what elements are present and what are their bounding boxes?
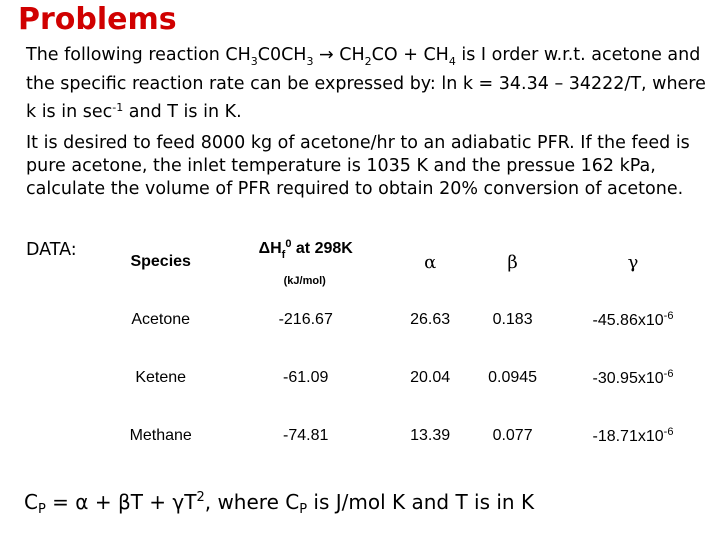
header-enthalpy-temp: at 298K [291,239,353,257]
cell-species: Ketene [135,369,187,386]
header-beta: β [507,251,518,273]
header-species: Species [130,253,191,270]
cell-species: Methane [129,427,192,444]
cell-hf: -216.67 [278,311,333,328]
subscript: P [299,502,308,517]
superscript: -1 [112,101,124,114]
table-header-row [103,233,708,291]
cell-alpha: 20.04 [410,369,451,386]
cell-beta: 0.183 [492,311,533,328]
table-row [103,349,708,407]
cell-alpha: 26.63 [410,311,451,328]
subscript: 4 [448,55,456,68]
superscript: -6 [663,426,674,438]
problem-paragraph: It is desired to feed 8000 kg of acetone/hr to an adiabatic PFR. If the feed is pure acetone, the inlet temperature is 1035 K and the pressue 162 kPa, calculate the volume of PFR required to obtain 20% conversion of acetone. [26,133,690,199]
header-enthalpy-symbol: ΔH [258,239,282,257]
gamma-base: -18.71x10 [592,428,664,445]
superscript: 0 [285,237,292,250]
formula-c: C [24,490,38,514]
cell-gamma [558,291,708,349]
reaction-text: CO + CH [371,45,449,65]
data-label: DATA: [26,240,77,260]
formula-end: is J/mol K and T is in K [307,490,535,514]
cell-hf: -74.81 [283,427,329,444]
superscript: 2 [196,490,205,505]
cell-alpha: 13.39 [410,427,451,444]
cell-gamma [558,407,708,465]
header-enthalpy-unit: (kJ/mol) [283,274,326,287]
reaction-intro: The following reaction CH [26,45,251,65]
cell-species: Acetone [131,311,191,328]
reaction-text: CH [339,45,365,65]
superscript: -6 [663,310,674,322]
subscript: f [281,248,286,261]
cell-gamma [558,349,708,407]
subscript: 3 [306,55,314,68]
subscript: 3 [250,55,258,68]
formula-eq: = α + βT + γT [45,490,197,514]
reaction-paragraph [26,44,706,124]
table-row [103,407,708,465]
reaction-text: C0CH [257,45,307,65]
reaction-text: and T is in K. [123,102,242,122]
arrow-icon: → [313,45,340,65]
header-gamma: γ [627,251,639,273]
subscript: 2 [364,55,372,68]
slide-title: Problems [18,2,177,37]
species-data-table [103,233,708,465]
gamma-base: -45.86x10 [592,312,664,329]
cell-hf: -61.09 [283,369,329,386]
reaction-text: is I order w.r.t. acetone and the specific reaction rate can be expressed by: ln k = 34.34 – 34222/T, where k is in sec [26,45,706,122]
formula-mid: , where C [204,490,300,514]
subscript: P [37,502,46,517]
cell-beta: 0.077 [492,427,533,444]
gamma-base: -30.95x10 [592,370,664,387]
table-row [103,291,708,349]
header-enthalpy [218,233,393,291]
superscript: -6 [663,368,674,380]
cell-beta: 0.0945 [488,369,538,386]
header-alpha: α [424,251,437,273]
heat-capacity-formula [24,490,534,517]
